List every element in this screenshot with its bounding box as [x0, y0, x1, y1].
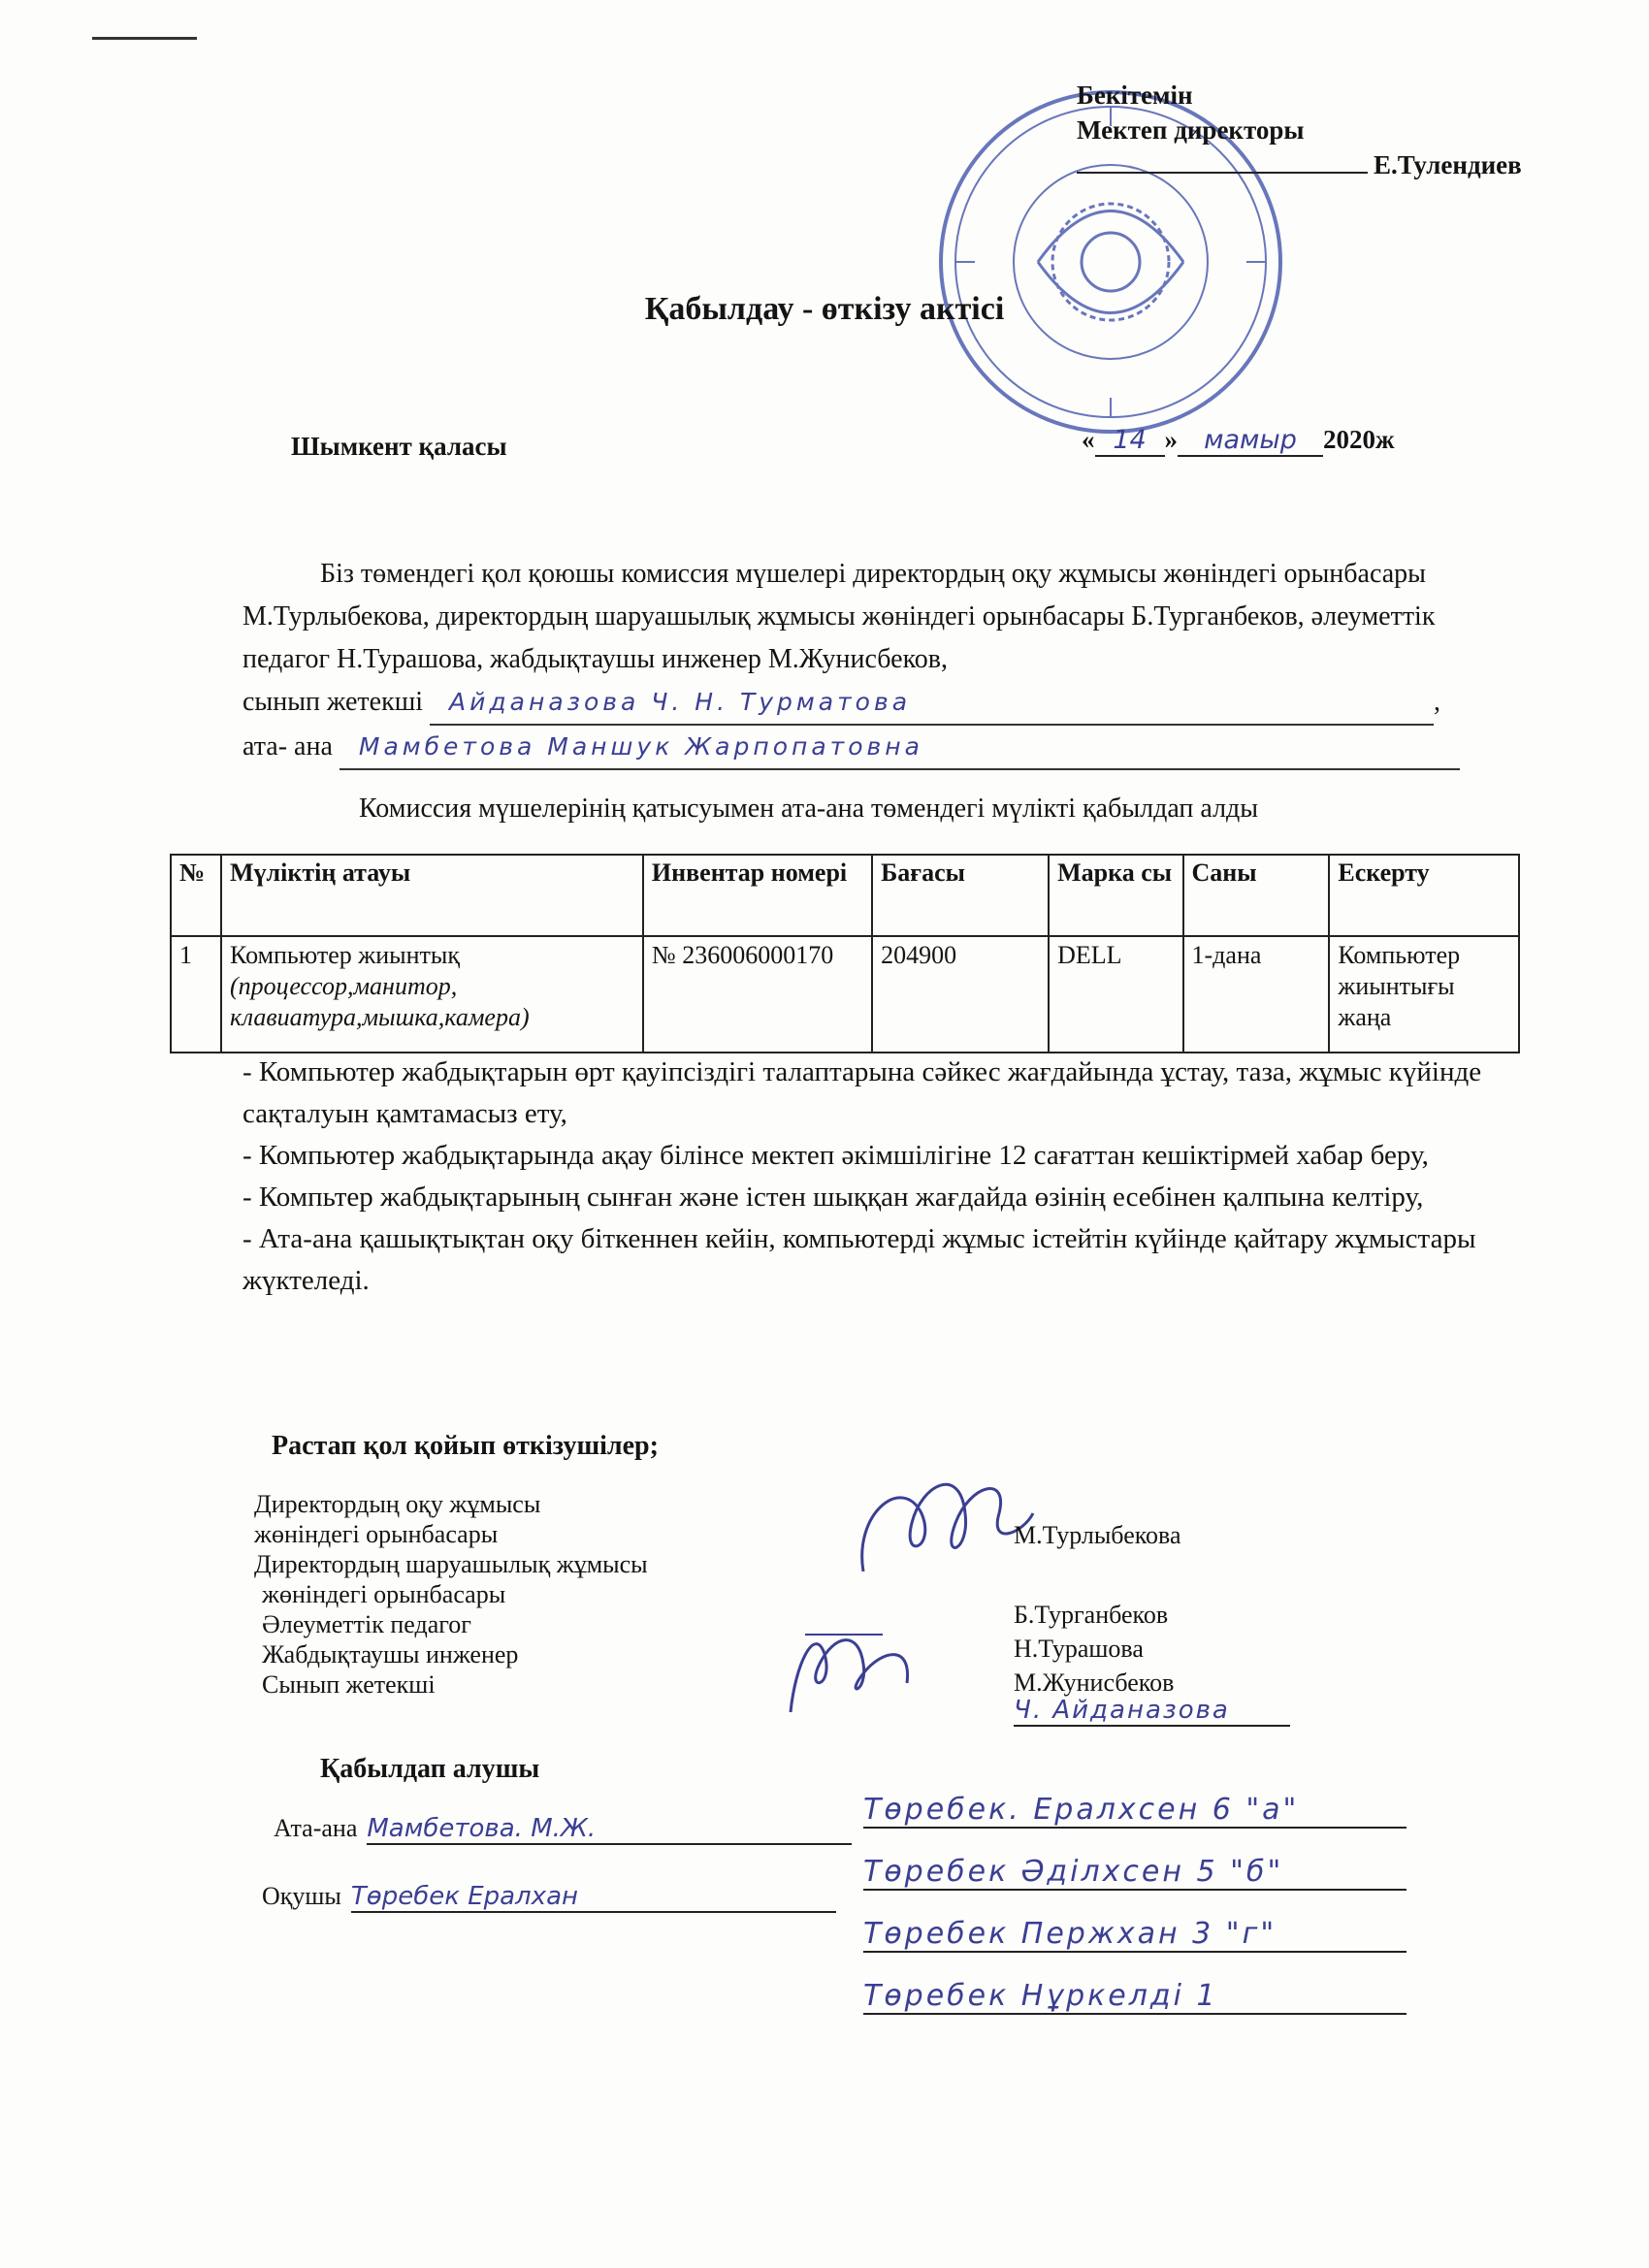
duties-list — [242, 1052, 1504, 1302]
header-number: № — [171, 855, 221, 936]
staff-signature-mark — [776, 1605, 922, 1732]
parent-sign-label: Ата-ана — [274, 1814, 358, 1842]
duty-item: - Компьтер жабдықтарының сынған және істен шыққан жағдайда өзінің есебінен қалпына келтіру, — [242, 1182, 1424, 1213]
parent-value: Мамбетова Маншук Жарпопатовна — [358, 732, 923, 761]
duty-item: - Компьютер жабдықтарында ақау білінсе мектеп әкімшілігіне 12 сағаттан кешіктірмей хабар беру, — [242, 1140, 1429, 1171]
name-turashova: Н.Турашова — [1014, 1635, 1144, 1663]
class-teacher-row: сынып жетекші Айданазова Ч. Н. Турматова , — [242, 681, 1484, 726]
role-line: Жабдықтаушы инженер — [262, 1640, 519, 1669]
child-entry: Төребек Нұркелді 1 — [863, 1979, 1406, 2015]
date-month: мамыр — [1178, 425, 1323, 457]
role-line: жөніндегі орынбасары — [262, 1580, 506, 1608]
director-title: Мектеп директоры — [1077, 115, 1305, 145]
asset-name: Компьютер жиынтық — [230, 941, 460, 969]
child-entry: Төребек Пержхан 3 "г" — [863, 1917, 1406, 1953]
document-title: Қабылдау - өткізу актісі — [644, 291, 1005, 327]
receiver-label: Қабылдап алушы — [320, 1754, 540, 1784]
name-turganbekov: Б.Турганбеков — [1014, 1601, 1169, 1629]
header-note: Ескерту — [1329, 855, 1519, 936]
scan-mark — [92, 37, 197, 40]
role-line: жөніндегі орынбасары — [254, 1520, 499, 1548]
deputy-signature-mark — [844, 1455, 1038, 1601]
cell-price: 204900 — [872, 936, 1049, 1053]
table-row — [171, 936, 1519, 1053]
parent-row — [242, 726, 1484, 770]
parent-signature-row — [274, 1814, 852, 1845]
asset-name-details: (процессор,манитор, клавиатура,мышка,камера) — [230, 972, 530, 1031]
name-turlybekova: М.Турлыбекова — [1014, 1521, 1181, 1549]
table-header-row — [171, 855, 1519, 936]
approve-label: Бекітемін — [1077, 81, 1193, 110]
cell-asset-name — [221, 936, 643, 1053]
role-line: Директордың шаруашылық жұмысы — [254, 1550, 648, 1578]
class-teacher-field — [430, 681, 1434, 726]
child-entry: Төребек. Ералхсен 6 "а" — [863, 1793, 1406, 1829]
header-inventory-number: Инвентар номері — [643, 855, 872, 936]
director-signature-row — [1077, 147, 1562, 182]
role-line: Әлеуметтік педагог — [262, 1610, 471, 1638]
role-line: Директордың оқу жұмысы — [254, 1490, 541, 1518]
header-price: Бағасы — [872, 855, 1049, 936]
duty-item: - Компьютер жабдықтарын өрт қауіпсіздігі талаптарына сәйкес жағдайында ұстау, таза, жұмыс күйінде сақталуын қамтамасыз ету, — [242, 1056, 1482, 1129]
header-asset-name: Мүліктің атауы — [221, 855, 643, 936]
child-entry: Төребек Әділхсен 5 "б" — [863, 1855, 1406, 1891]
class-teacher-label: сынып жетекші — [242, 687, 424, 717]
student-sign-label: Оқушы — [262, 1882, 341, 1910]
parent-field — [340, 726, 1460, 770]
cell-quantity: 1-дана — [1183, 936, 1330, 1053]
city-label: Шымкент қаласы — [291, 432, 507, 461]
date-close-quote: » — [1164, 425, 1178, 454]
student-signature: Төребек Ералхан — [351, 1882, 836, 1913]
date-year: 2020ж — [1323, 425, 1395, 454]
document-date — [1082, 425, 1395, 457]
class-teacher-value: Айданазова Ч. Н. Турматова — [449, 688, 912, 716]
approval-block — [1077, 78, 1562, 182]
director-sign-line — [1077, 172, 1368, 174]
director-name: Е.Тулендиев — [1374, 150, 1522, 179]
role-line: Сынып жетекші — [262, 1670, 436, 1699]
cell-brand: DELL — [1049, 936, 1182, 1053]
date-day: 14 — [1095, 425, 1165, 457]
class-teacher-signature: Ч. Айданазова — [1014, 1696, 1290, 1727]
header-quantity: Саны — [1183, 855, 1330, 936]
cell-number: 1 — [171, 936, 221, 1053]
duty-item: - Ата-ана қашықтықтан оқу біткеннен кейін, компьютерді жұмыс істейтін күйінде қайтару жұмыстары жүктеледі. — [242, 1223, 1476, 1296]
parent-label: ата- ана — [242, 731, 333, 761]
date-open-quote: « — [1082, 425, 1095, 454]
student-signature-row — [262, 1882, 836, 1913]
cell-note: Компьютер жиынтығы жаңа — [1329, 936, 1519, 1053]
intro-paragraph — [242, 553, 1484, 770]
roles-list — [254, 1489, 797, 1700]
confirm-label: Растап қол қойып өткізушілер; — [272, 1431, 659, 1461]
header-brand: Марка сы — [1049, 855, 1182, 936]
commission-line: Комиссия мүшелерінің қатысуымен ата-ана төмендегі мүлікті қабылдап алды — [359, 794, 1259, 824]
intro-text: Біз төмендегі қол қоюшы комиссия мүшелері директордың оқу жұмысы жөніндегі орынбасары М.Турлыбекова, директордың шаруашылық жұмысы жөніндегі орынбасары Б.Турганбеков, әлеуметтік педагог Н.Турашова, жабдықтаушы инженер М.Жунисбеков, — [242, 559, 1436, 674]
cell-inventory-number: № 236006000170 — [643, 936, 872, 1053]
asset-table — [170, 854, 1520, 1053]
name-zhunisbekov: М.Жунисбеков — [1014, 1669, 1175, 1697]
parent-signature: Мамбетова. М.Ж. — [367, 1814, 852, 1845]
